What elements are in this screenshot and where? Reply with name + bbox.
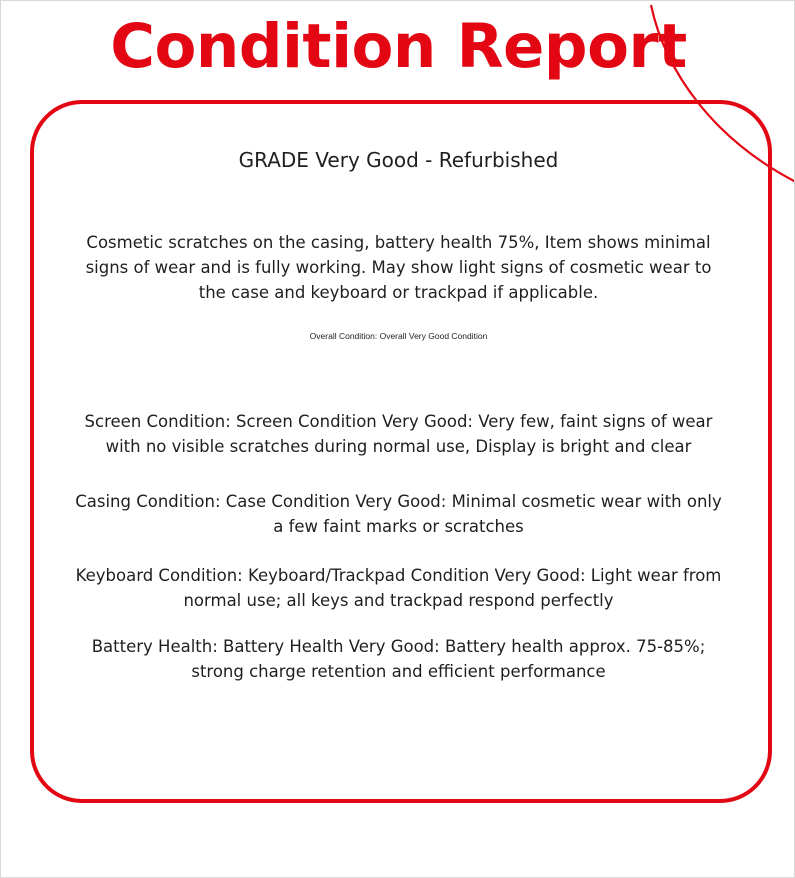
overall-condition: Overall Condition: Overall Very Good Condition xyxy=(309,331,488,341)
battery-health: Battery Health: Battery Health Very Good: Battery health approx. 75-85%; strong charge retention and efficient performance xyxy=(91,637,706,681)
keyboard-condition: Keyboard Condition: Keyboard/Trackpad Condition Very Good: Light wear from normal use; all keys and trackpad respond perfectly xyxy=(75,566,722,610)
page-title: Condition Report xyxy=(110,11,687,82)
grade-heading: GRADE Very Good - Refurbished xyxy=(238,148,559,172)
casing-condition: Casing Condition: Case Condition Very Good: Minimal cosmetic wear with only a few faint marks or scratches xyxy=(75,492,722,536)
screen-condition: Screen Condition: Screen Condition Very Good: Very few, faint signs of wear with no visible scratches during normal use, Display is bright and clear xyxy=(84,412,713,456)
condition-summary: Cosmetic scratches on the casing, battery health 75%, Item shows minimal signs of wear and is fully working. May show light signs of cosmetic wear to the case and keyboard or trackpad if applicable. xyxy=(85,233,712,302)
